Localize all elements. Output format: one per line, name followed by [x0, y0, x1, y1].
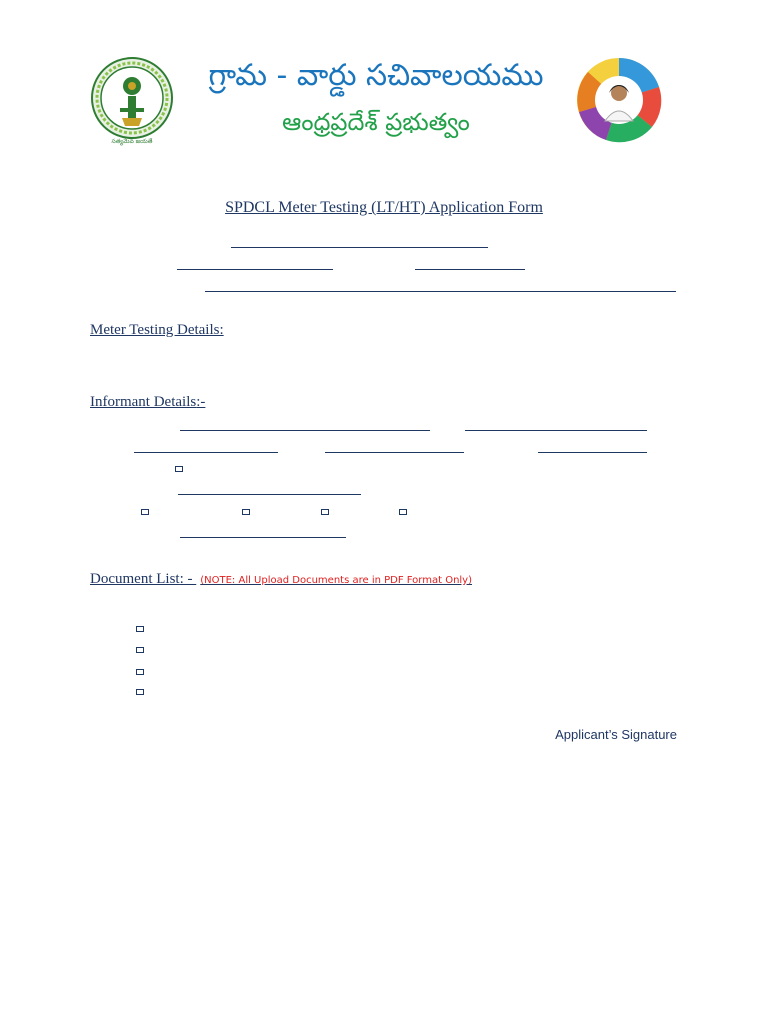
emblem-caption: సత్యమేవ జయతే [111, 138, 153, 145]
informant-heading-text: Informant Details [90, 394, 197, 410]
form-title: SPDCL Meter Testing (LT/HT) Application Form [225, 199, 543, 216]
blank-field-line[interactable] [415, 269, 525, 270]
document-list-heading-suffix: : - [179, 571, 197, 587]
blank-field-line[interactable] [180, 430, 430, 431]
header-subtitle-telugu: ఆంధ్రప్రదేశ్ ప్రభుత్వం [282, 108, 470, 136]
header-title-telugu: గ్రామ - వార్డు సచివాలయము [208, 58, 544, 93]
pdf-format-note: (NOTE: All Upload Documents are in PDF Format Only) [200, 575, 472, 586]
blank-field-line[interactable] [465, 430, 647, 431]
blank-field-line[interactable] [180, 537, 346, 538]
document-checkbox[interactable] [136, 689, 144, 695]
meter-testing-heading [90, 322, 224, 339]
blank-field-line[interactable] [205, 291, 676, 292]
blank-field-line[interactable] [538, 452, 647, 453]
blank-field-line[interactable] [177, 269, 333, 270]
blank-field-line[interactable] [178, 494, 361, 495]
navaratnalu-logo [576, 57, 662, 143]
informant-heading [90, 394, 205, 411]
document-list-heading [90, 571, 472, 588]
blank-field-line[interactable] [134, 452, 278, 453]
ap-emblem-logo [90, 56, 174, 152]
blank-field-line[interactable] [231, 247, 488, 248]
document-list-heading-text: Document List [90, 571, 180, 587]
document-checkbox[interactable] [136, 647, 144, 653]
checkbox[interactable] [399, 509, 407, 515]
document-checkbox[interactable] [136, 669, 144, 675]
document-checkbox[interactable] [136, 626, 144, 632]
meter-testing-heading-text: Meter Testing Details: [90, 322, 224, 338]
checkbox[interactable] [141, 509, 149, 515]
applicant-signature-label: Applicant’s Signature [555, 727, 677, 742]
blank-field-line[interactable] [325, 452, 464, 453]
checkbox[interactable] [175, 466, 183, 472]
checkbox[interactable] [242, 509, 250, 515]
checkbox[interactable] [321, 509, 329, 515]
informant-heading-suffix: :- [196, 394, 206, 410]
